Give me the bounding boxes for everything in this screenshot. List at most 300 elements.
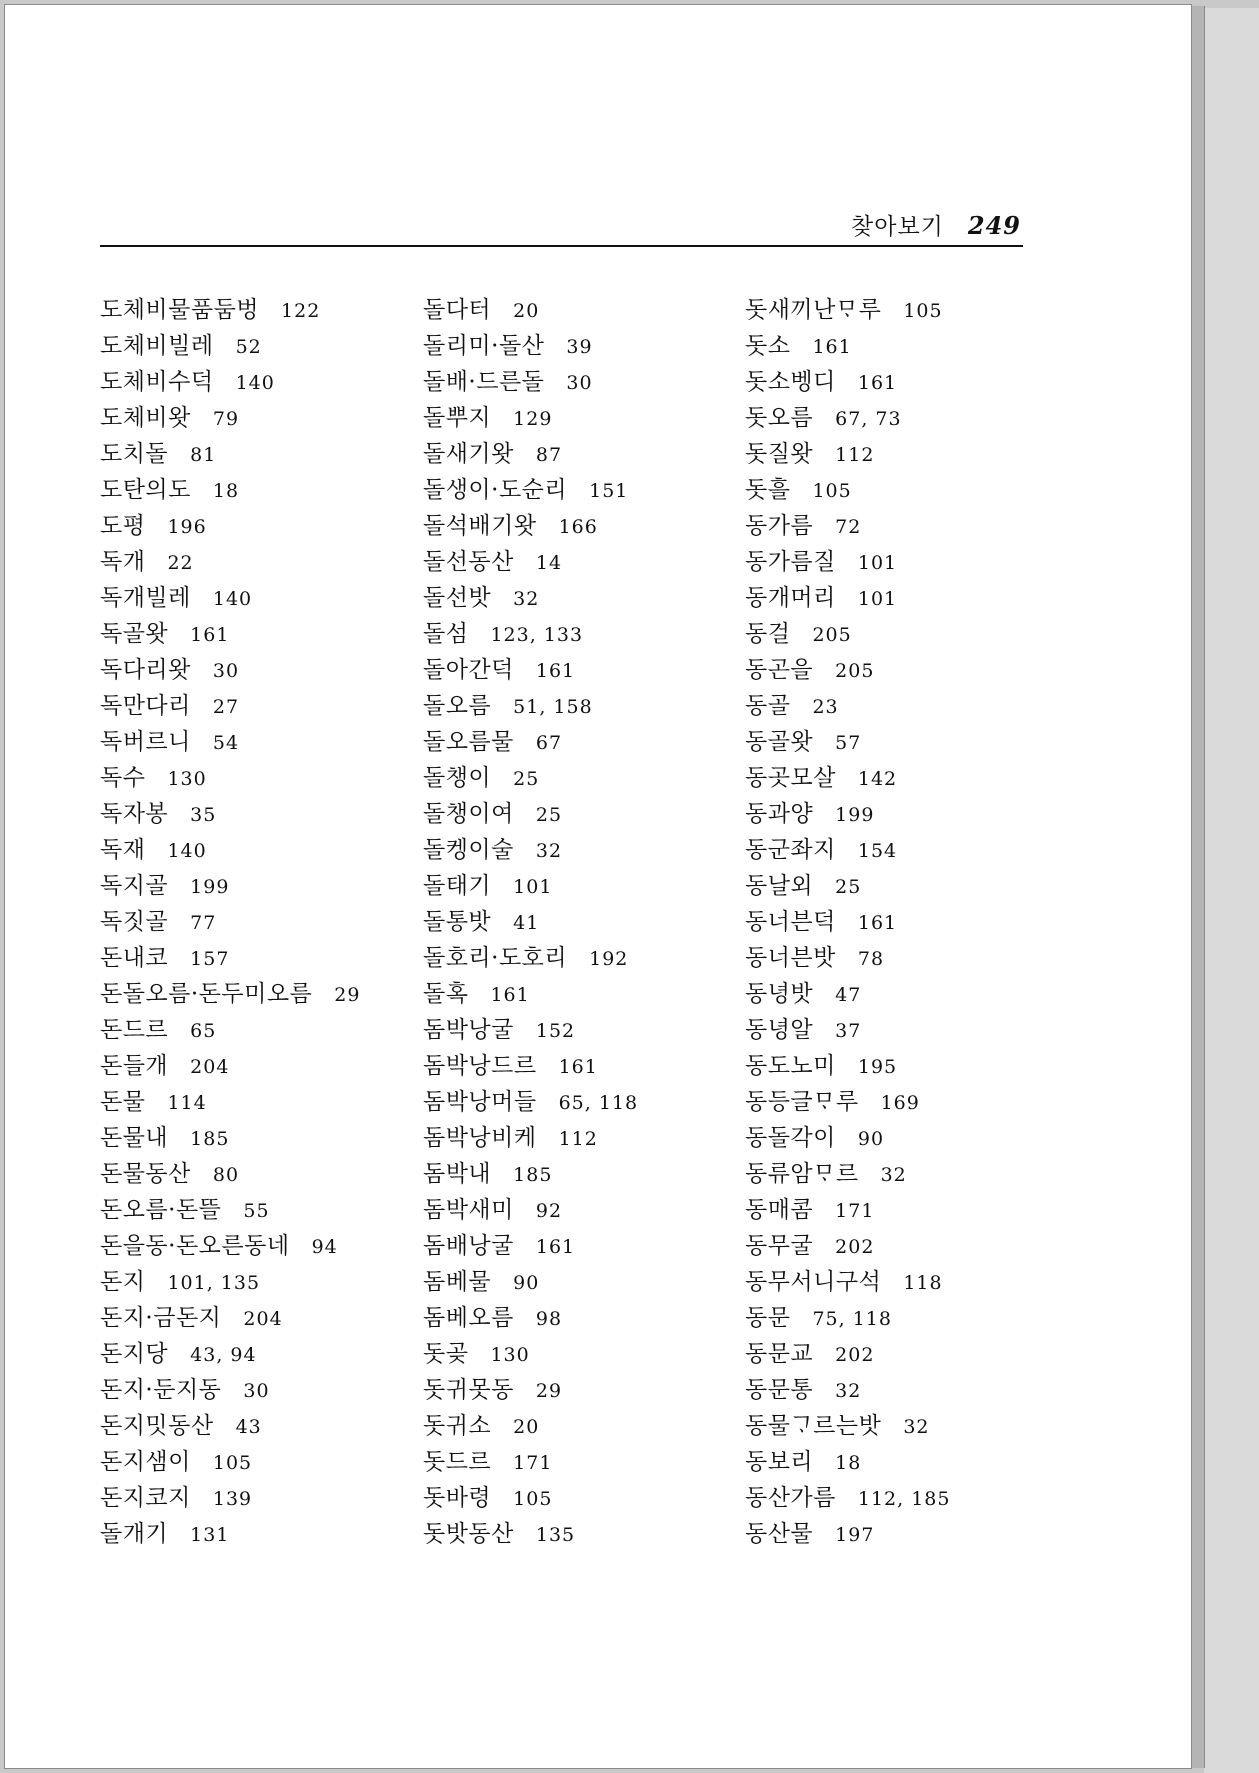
index-entry xyxy=(100,1336,360,1372)
index-entry xyxy=(745,652,950,688)
index-term: 동보리 xyxy=(745,1449,814,1475)
page-reference: 171 xyxy=(835,1200,875,1222)
index-entry xyxy=(745,580,950,616)
index-term: 도체비빌레 xyxy=(100,333,214,359)
page-reference: 41 xyxy=(513,912,540,934)
index-term: 돈오름·돈뜰 xyxy=(100,1197,222,1223)
index-term: 돌섬 xyxy=(423,621,469,647)
index-term: 돌태기 xyxy=(423,873,492,899)
page-reference: 105 xyxy=(513,1488,553,1510)
index-term: 돔박새미 xyxy=(423,1197,514,1223)
page-reference: 130 xyxy=(490,1344,530,1366)
index-term: 독자봉 xyxy=(100,801,169,827)
index-entry xyxy=(100,1372,360,1408)
index-entry xyxy=(745,688,950,724)
page-reference: 52 xyxy=(235,336,262,358)
index-entry xyxy=(100,1480,360,1516)
page-reference: 105 xyxy=(903,300,943,322)
index-term: 동군좌지 xyxy=(745,837,836,863)
index-entry xyxy=(423,1336,638,1372)
index-term: 돈돌오름·돈두미오름 xyxy=(100,981,313,1007)
index-term: 돗바령 xyxy=(423,1485,492,1511)
index-entry xyxy=(745,724,950,760)
index-entry xyxy=(423,1264,638,1300)
index-entry xyxy=(423,1084,638,1120)
index-term: 돗질왓 xyxy=(745,441,814,467)
page-reference: 161 xyxy=(558,1056,598,1078)
index-entry xyxy=(423,292,638,328)
index-entry xyxy=(100,292,360,328)
index-entry xyxy=(423,940,638,976)
index-term: 돈지코지 xyxy=(100,1485,191,1511)
index-term: 돌생이·도순리 xyxy=(423,477,568,503)
index-entry xyxy=(100,400,360,436)
index-term: 동문교 xyxy=(745,1341,814,1367)
page-reference: 87 xyxy=(535,444,563,466)
page-reference: 32 xyxy=(835,1380,862,1402)
index-term: 독짓골 xyxy=(100,909,169,935)
index-term: 돈지밋동산 xyxy=(100,1413,214,1439)
page-reference: 192 xyxy=(589,948,629,970)
page-reference: 205 xyxy=(835,660,875,682)
page-reference: 79 xyxy=(212,408,240,430)
index-term: 돔박낭비케 xyxy=(423,1125,537,1151)
index-term: 돈지 xyxy=(100,1269,146,1295)
page-reference: 118 xyxy=(903,1272,943,1294)
page-reference: 101 xyxy=(857,588,898,610)
page-reference: 94 xyxy=(311,1236,338,1258)
index-entry xyxy=(423,724,638,760)
index-term: 돗밧동산 xyxy=(423,1521,514,1547)
index-term: 돈지·금돈지 xyxy=(100,1305,222,1331)
index-entry xyxy=(423,472,638,508)
index-term: 도탄의도 xyxy=(100,477,191,503)
page-reference: 202 xyxy=(835,1344,875,1366)
page-reference: 202 xyxy=(835,1236,875,1258)
index-entry xyxy=(100,364,360,400)
page-reference: 32 xyxy=(903,1416,930,1438)
index-entry xyxy=(100,796,360,832)
index-term: 도평 xyxy=(100,513,146,539)
page-reference: 114 xyxy=(167,1092,207,1114)
index-entry xyxy=(423,904,638,940)
index-entry xyxy=(423,832,638,868)
index-term: 돗오름 xyxy=(745,405,814,431)
page-number: 249 xyxy=(967,211,1021,240)
page-reference: 197 xyxy=(835,1524,875,1546)
index-term: 돗소 xyxy=(745,333,791,359)
index-term: 독골왓 xyxy=(100,621,169,647)
page-reference: 161 xyxy=(190,624,230,646)
page-reference: 47 xyxy=(835,984,862,1006)
index-entry xyxy=(745,940,950,976)
page-reference: 123, 133 xyxy=(490,624,584,646)
page-reference: 105 xyxy=(212,1452,253,1474)
page-reference: 25 xyxy=(535,804,563,826)
index-entry xyxy=(423,544,638,580)
index-term: 독버르니 xyxy=(100,729,191,755)
index-term: 돌리미·돌산 xyxy=(423,333,545,359)
page-reference: 112 xyxy=(835,444,875,466)
page-reference: 43, 94 xyxy=(190,1344,257,1366)
index-term: 돌선밧 xyxy=(423,585,492,611)
index-entry xyxy=(423,1516,638,1552)
index-entry xyxy=(745,1336,950,1372)
running-head xyxy=(0,208,1021,241)
page-reference: 101 xyxy=(857,552,898,574)
page-reference: 18 xyxy=(835,1452,862,1474)
index-term: 돈드르 xyxy=(100,1017,169,1043)
page-reference: 37 xyxy=(835,1020,862,1042)
index-entry xyxy=(100,940,360,976)
index-entry xyxy=(423,1228,638,1264)
index-term: 돌배·드른돌 xyxy=(423,369,545,395)
page-reference: 199 xyxy=(835,804,875,826)
index-entry xyxy=(100,1300,360,1336)
index-entry xyxy=(100,1444,360,1480)
index-entry xyxy=(745,904,950,940)
page-reference: 98 xyxy=(535,1308,563,1330)
index-term: 돈들개 xyxy=(100,1053,169,1079)
index-entry xyxy=(100,1156,360,1192)
page-reference: 169 xyxy=(880,1092,920,1114)
index-entry xyxy=(745,1048,950,1084)
page-reference: 25 xyxy=(835,876,862,898)
page-reference: 129 xyxy=(513,408,553,430)
index-term: 돔베오름 xyxy=(423,1305,514,1331)
index-term: 동걸 xyxy=(745,621,791,647)
index-term: 돌개기 xyxy=(100,1521,169,1547)
index-term: 돌호리·도호리 xyxy=(423,945,568,971)
index-entry xyxy=(745,796,950,832)
page-reference: 18 xyxy=(212,480,240,502)
page-reference: 78 xyxy=(857,948,885,970)
index-term: 독다리왓 xyxy=(100,657,191,683)
page-reference: 112 xyxy=(558,1128,598,1150)
index-term: 돈내코 xyxy=(100,945,169,971)
index-term: 돌석배기왓 xyxy=(423,513,537,539)
index-term: 동곤을 xyxy=(745,657,814,683)
page-reference: 161 xyxy=(857,372,898,394)
index-term: 동산가름 xyxy=(745,1485,836,1511)
page-reference: 142 xyxy=(857,768,898,790)
page-reference: 67 xyxy=(535,732,563,754)
index-entry xyxy=(423,1012,638,1048)
index-term: 돌켕이술 xyxy=(423,837,514,863)
page-reference: 154 xyxy=(857,840,898,862)
page-shadow xyxy=(1204,8,1259,1773)
index-term: 동골왓 xyxy=(745,729,814,755)
index-term: 돌선동산 xyxy=(423,549,514,575)
index-term: 동무굴 xyxy=(745,1233,814,1259)
index-entry xyxy=(745,832,950,868)
index-entry xyxy=(423,652,638,688)
index-term: 돈물 xyxy=(100,1089,146,1115)
index-entry xyxy=(745,976,950,1012)
index-entry xyxy=(745,1300,950,1336)
index-entry xyxy=(423,868,638,904)
page-reference: 161 xyxy=(535,1236,576,1258)
index-term: 돌뿌지 xyxy=(423,405,492,431)
index-term: 돔박낭머들 xyxy=(423,1089,537,1115)
page-reference: 140 xyxy=(235,372,275,394)
index-term: 돔베물 xyxy=(423,1269,492,1295)
index-term: 돔배낭굴 xyxy=(423,1233,514,1259)
page-reference: 151 xyxy=(589,480,629,502)
index-term: 동가름 xyxy=(745,513,814,539)
page-reference: 77 xyxy=(190,912,217,934)
index-term: 동개머리 xyxy=(745,585,836,611)
index-entry xyxy=(423,1048,638,1084)
index-entry xyxy=(745,1120,950,1156)
index-term: 돔박내 xyxy=(423,1161,492,1187)
page-reference: 140 xyxy=(212,588,253,610)
index-term: 동날외 xyxy=(745,873,814,899)
index-entry xyxy=(745,1156,950,1192)
page-reference: 196 xyxy=(167,516,207,538)
page-reference: 195 xyxy=(857,1056,898,1078)
index-term: 돌오름물 xyxy=(423,729,514,755)
page-reference: 135 xyxy=(535,1524,576,1546)
index-entry xyxy=(745,1228,950,1264)
index-entry xyxy=(745,1408,950,1444)
index-entry xyxy=(100,904,360,940)
page-reference: 171 xyxy=(513,1452,553,1474)
index-entry xyxy=(100,1264,360,1300)
index-entry xyxy=(745,472,950,508)
index-entry xyxy=(745,1480,950,1516)
page-reference: 140 xyxy=(167,840,207,862)
page-reference: 57 xyxy=(835,732,862,754)
index-term: 돗귀못동 xyxy=(423,1377,514,1403)
page-reference: 65 xyxy=(190,1020,217,1042)
index-entry xyxy=(423,400,638,436)
index-column-3 xyxy=(745,292,950,1552)
page-reference: 29 xyxy=(535,1380,563,1402)
index-term: 돔박낭굴 xyxy=(423,1017,514,1043)
index-term: 동매콤 xyxy=(745,1197,814,1223)
index-entry xyxy=(745,868,950,904)
index-term: 돈물내 xyxy=(100,1125,169,1151)
page-reference: 101, 135 xyxy=(167,1272,261,1294)
index-term: 돌통밧 xyxy=(423,909,492,935)
page-reference: 39 xyxy=(566,336,593,358)
index-term: 도체비수덕 xyxy=(100,369,214,395)
page-reference: 14 xyxy=(535,552,563,574)
index-term: 돗흘 xyxy=(745,477,791,503)
index-term: 돗곶 xyxy=(423,1341,469,1367)
page-reference: 152 xyxy=(535,1020,576,1042)
page-reference: 27 xyxy=(212,696,240,718)
index-entry xyxy=(745,328,950,364)
index-term: 돌챙이 xyxy=(423,765,492,791)
index-term: 돗새끼난ᄆᆞ루 xyxy=(745,297,882,323)
index-term: 독만다리 xyxy=(100,693,191,719)
page-reference: 161 xyxy=(857,912,898,934)
index-term: 동도노미 xyxy=(745,1053,836,1079)
index-entry xyxy=(100,688,360,724)
index-entry xyxy=(100,1516,360,1552)
index-entry xyxy=(100,652,360,688)
index-entry xyxy=(100,1048,360,1084)
page-reference: 22 xyxy=(167,552,194,574)
page-reference: 35 xyxy=(190,804,217,826)
page-reference: 161 xyxy=(812,336,852,358)
index-entry xyxy=(100,760,360,796)
index-entry xyxy=(100,1012,360,1048)
page-reference: 130 xyxy=(167,768,207,790)
index-term: 동곳모살 xyxy=(745,765,836,791)
page-reference: 204 xyxy=(190,1056,230,1078)
index-term: 동너븐덕 xyxy=(745,909,836,935)
index-entry xyxy=(100,328,360,364)
page-reference: 101 xyxy=(513,876,553,898)
index-term: 돈지당 xyxy=(100,1341,169,1367)
index-term: 동문 xyxy=(745,1305,791,1331)
page-reference: 32 xyxy=(535,840,563,862)
index-entry xyxy=(745,1192,950,1228)
page-reference: 29 xyxy=(334,984,361,1006)
index-entry xyxy=(423,1120,638,1156)
index-entry xyxy=(423,580,638,616)
index-term: 돌챙이여 xyxy=(423,801,514,827)
index-entry xyxy=(100,1228,360,1264)
index-term: 동녕알 xyxy=(745,1017,814,1043)
index-entry xyxy=(745,1012,950,1048)
index-entry xyxy=(100,1084,360,1120)
page-reference: 55 xyxy=(243,1200,270,1222)
index-entry xyxy=(100,436,360,472)
index-column-1 xyxy=(100,292,360,1552)
index-term: 동가름질 xyxy=(745,549,836,575)
index-term: 돌혹 xyxy=(423,981,469,1007)
index-term: 돗귀소 xyxy=(423,1413,492,1439)
page-reference: 32 xyxy=(513,588,540,610)
index-term: 도치돌 xyxy=(100,441,169,467)
index-entry xyxy=(745,436,950,472)
page-reference: 92 xyxy=(535,1200,563,1222)
page-reference: 139 xyxy=(212,1488,253,1510)
index-entry xyxy=(745,292,950,328)
index-entry xyxy=(423,796,638,832)
page-reference: 30 xyxy=(566,372,593,394)
index-term: 동무서니구석 xyxy=(745,1269,882,1295)
page-reference: 90 xyxy=(513,1272,540,1294)
index-entry xyxy=(423,1408,638,1444)
index-entry xyxy=(423,616,638,652)
section-title: 찾아보기 xyxy=(851,214,944,240)
index-term: 동문통 xyxy=(745,1377,814,1403)
page-reference: 166 xyxy=(558,516,598,538)
index-entry xyxy=(423,1444,638,1480)
index-entry xyxy=(100,508,360,544)
page-reference: 32 xyxy=(880,1164,907,1186)
page-reference: 20 xyxy=(513,1416,540,1438)
index-entry xyxy=(745,508,950,544)
index-term: 도체비물품둠벙 xyxy=(100,297,260,323)
index-term: 돈지·둔지동 xyxy=(100,1377,222,1403)
page-edge xyxy=(1192,6,1205,1768)
page-reference: 67, 73 xyxy=(835,408,902,430)
index-term: 독수 xyxy=(100,765,146,791)
page-reference: 54 xyxy=(212,732,240,754)
index-term: 돈지샘이 xyxy=(100,1449,191,1475)
index-entry xyxy=(423,1156,638,1192)
page-reference: 161 xyxy=(535,660,576,682)
page-reference: 75, 118 xyxy=(812,1308,892,1330)
index-entry xyxy=(745,400,950,436)
index-term: 돗드르 xyxy=(423,1449,492,1475)
index-entry xyxy=(745,544,950,580)
index-entry xyxy=(745,364,950,400)
index-entry xyxy=(423,976,638,1012)
index-term: 도체비왓 xyxy=(100,405,191,431)
page-reference: 90 xyxy=(857,1128,885,1150)
index-entry xyxy=(100,1408,360,1444)
page-reference: 30 xyxy=(243,1380,270,1402)
index-term: 동과양 xyxy=(745,801,814,827)
index-entry xyxy=(100,1120,360,1156)
index-entry xyxy=(100,1192,360,1228)
page-reference: 23 xyxy=(812,696,839,718)
index-entry xyxy=(745,1084,950,1120)
page-reference: 185 xyxy=(190,1128,230,1150)
page-reference: 81 xyxy=(190,444,217,466)
index-entry xyxy=(423,688,638,724)
index-entry xyxy=(745,1372,950,1408)
index-entry xyxy=(100,472,360,508)
index-entry xyxy=(745,760,950,796)
index-term: 독재 xyxy=(100,837,146,863)
page-reference: 157 xyxy=(190,948,230,970)
index-term: 동너븐밧 xyxy=(745,945,836,971)
index-entry xyxy=(100,832,360,868)
page-reference: 80 xyxy=(212,1164,240,1186)
index-term: 동녕밧 xyxy=(745,981,814,1007)
page-reference: 205 xyxy=(812,624,852,646)
index-entry xyxy=(423,1480,638,1516)
index-entry xyxy=(423,1300,638,1336)
index-entry xyxy=(100,616,360,652)
index-term: 동골 xyxy=(745,693,791,719)
page-reference: 204 xyxy=(243,1308,283,1330)
index-term: 돌오름 xyxy=(423,693,492,719)
page-reference: 30 xyxy=(212,660,240,682)
index-term: 돈물동산 xyxy=(100,1161,191,1187)
index-term: 돌아간덕 xyxy=(423,657,514,683)
index-entry xyxy=(423,328,638,364)
page-reference: 185 xyxy=(513,1164,553,1186)
index-entry xyxy=(100,976,360,1012)
page-reference: 112, 185 xyxy=(857,1488,951,1510)
index-term: 독지골 xyxy=(100,873,169,899)
header-rule xyxy=(100,245,1023,247)
index-entry xyxy=(423,364,638,400)
index-term: 돔박낭드르 xyxy=(423,1053,537,1079)
page-reference: 122 xyxy=(281,300,321,322)
page-reference: 199 xyxy=(190,876,230,898)
index-term: 동물ᄀᆞ르는밧 xyxy=(745,1413,882,1439)
index-entry xyxy=(100,580,360,616)
index-term: 동돌각이 xyxy=(745,1125,836,1151)
index-entry xyxy=(423,508,638,544)
index-entry xyxy=(745,1264,950,1300)
index-entry xyxy=(423,1192,638,1228)
page-reference: 72 xyxy=(835,516,862,538)
index-entry xyxy=(423,1372,638,1408)
page-reference: 20 xyxy=(513,300,540,322)
index-entry xyxy=(745,1444,950,1480)
